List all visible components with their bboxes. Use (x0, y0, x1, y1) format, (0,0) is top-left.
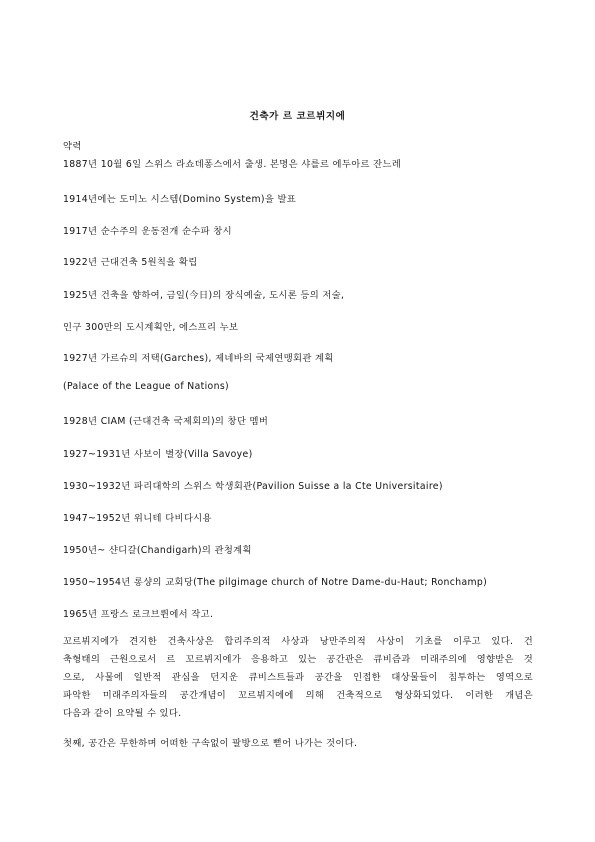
bio-entry: (Palace of the League of Nations) (63, 381, 230, 392)
bio-entry: 1947~1952년 위니테 다비다시용 (63, 513, 212, 524)
paragraph-line: 꼬르뷔지에가 견지한 건축사상은 합리주의적 사상과 낭만주의적 사상이 기초를 이루고 있다. 건 (63, 636, 533, 647)
body-paragraph (63, 633, 533, 723)
paragraph-line: 으로, 사물에 일반적 관심을 던지운 큐비스트들과 공간을 인접한 대상물들이 침투하는 영역으로 (63, 672, 533, 683)
bio-entry: 1950~1954년 롱샹의 교회당(The pilgimage church of Notre Dame-du-Haut; Ronchamp) (63, 577, 488, 588)
bio-entry: 1927~1931년 사보이 별장(Villa Savoye) (63, 449, 253, 460)
paragraph-line: 다음과 같이 요약될 수 있다. (63, 708, 182, 719)
bio-entry: 1928년 CIAM (근대건축 국제회의)의 창단 멤버 (63, 416, 269, 427)
bio-entry: 1925년 건축을 향하여, 금일(今日)의 장식예술, 도시론 등의 저술, (63, 290, 345, 301)
paragraph-line: 축형태의 근원으로서 르 꼬르뷔지에가 응용하고 있는 공간관은 큐비즘과 미래주의에 영향받은 것 (63, 654, 533, 665)
bio-entry: 1887년 10월 6일 스위스 라쇼데퐁스에서 출생. 본명은 샤를르 에두아르 잔느레 (63, 159, 402, 170)
bio-entry: 1927년 가르슈의 저택(Garches), 제네바의 국제연맹회관 계획 (63, 353, 334, 364)
bio-entry: 1930~1932년 파리대학의 스위스 학생회관(Pavilion Suisse a la Cte Universitaire) (63, 481, 443, 492)
paragraph-line: 파악한 미래주의자들의 공간개념이 꼬르뷔지에에 의해 건축적으로 형상화되었다. 이러한 개념은 (63, 690, 533, 701)
bio-entry: 1914년에는 도미노 시스템(Domino System)을 발표 (63, 194, 297, 205)
bio-entry: 1922년 근대건축 5원칙을 확립 (63, 257, 198, 268)
closing-sentence: 첫째, 공간은 무한하며 어떠한 구속없이 팔방으로 뻗어 나가는 것이다. (63, 738, 358, 749)
bio-entry: 1965년 프랑스 로크브륀에서 작고. (63, 609, 214, 620)
bio-entry: 인구 300만의 도시계획안, 에스프리 누보 (63, 322, 239, 333)
section-heading: 약력 (63, 141, 82, 152)
bio-entry: 1950년~ 샨디갈(Chandigarh)의 관청계획 (63, 545, 252, 556)
bio-entry: 1917년 순수주의 운동전개 순수파 창시 (63, 226, 232, 237)
document-title: 건축가 르 코르뷔지에 (249, 111, 346, 122)
